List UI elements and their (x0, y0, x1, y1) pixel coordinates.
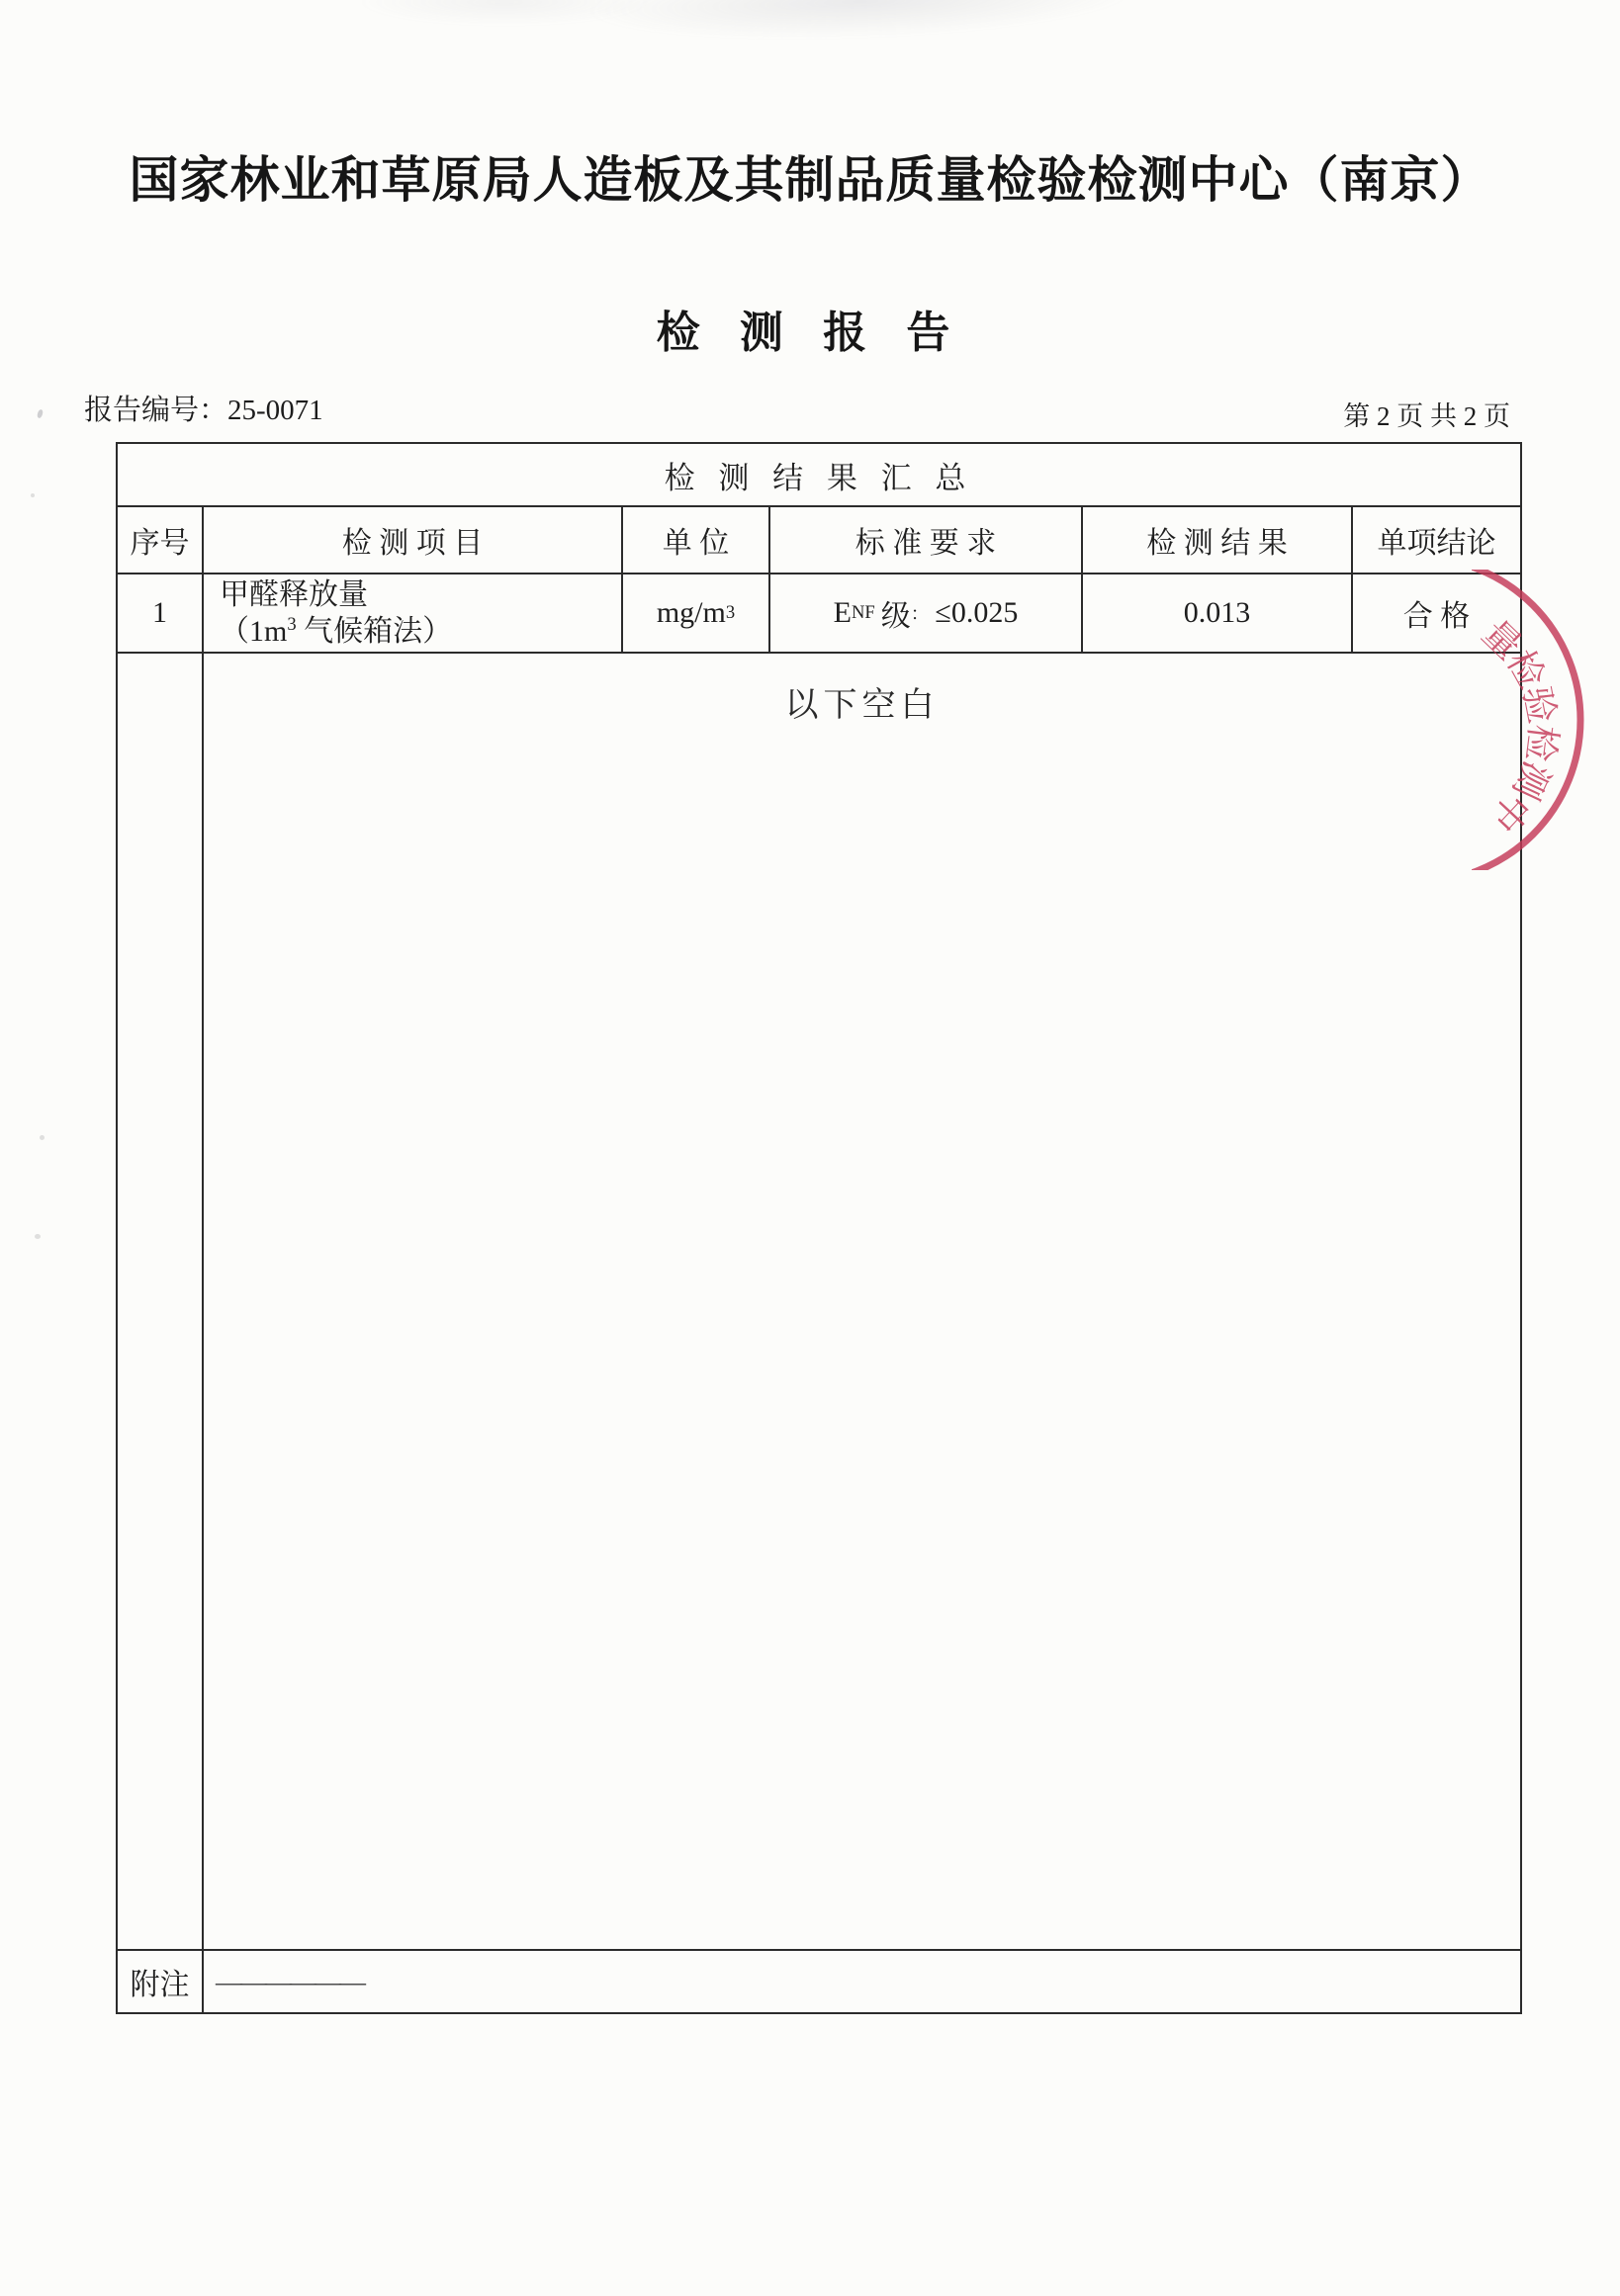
header-item: 检 测 项 目 (204, 507, 623, 573)
svg-text:验: 验 (1514, 682, 1562, 727)
report-number: 报告编号：25-0071 (84, 395, 323, 426)
blank-below-note: 以下空白 (784, 687, 940, 724)
scan-artifact (35, 1234, 41, 1239)
results-table (116, 442, 1522, 2014)
blank-no-cell (118, 654, 204, 1949)
scan-artifact (583, 0, 1137, 47)
scan-artifact (40, 1135, 45, 1140)
cell-no: 1 (118, 574, 204, 652)
cell-conclusion: 合 格 (1402, 600, 1471, 633)
header-unit: 单 位 (623, 507, 770, 573)
document-title: 检 测 报 告 (656, 309, 964, 357)
blank-section-row (118, 654, 1520, 1951)
table-title: 检 测 结 果 汇 总 (664, 460, 974, 495)
header-result: 检 测 结 果 (1083, 507, 1353, 573)
notes-value: —————— (216, 1966, 364, 1996)
notes-row (118, 1951, 1520, 2012)
table-header-row (118, 507, 1520, 574)
scan-artifact (356, 0, 653, 26)
svg-text:检: 检 (1498, 644, 1552, 696)
svg-text:测: 测 (1504, 754, 1557, 806)
item-name: 甲醛释放量 (220, 578, 368, 611)
cell-item (204, 574, 623, 652)
header-no: 序号 (118, 507, 204, 573)
page-indicator: 第 2 页 共 2 页 (1343, 401, 1510, 431)
notes-label: 附注 (118, 1951, 204, 2012)
cell-standard: E NF 级 ： ≤0.025 (770, 574, 1083, 652)
scan-artifact (37, 408, 45, 418)
header-standard: 标 准 要 求 (770, 507, 1083, 573)
table-title-row (118, 444, 1520, 507)
cell-unit: mg/m 3 (623, 574, 770, 652)
organization-title: 国家林业和草原局人造板及其制品质量检验检测中心（南京） (129, 152, 1491, 208)
item-method: （$1m^3$ 气候箱法） (220, 614, 453, 648)
svg-text:检: 检 (1517, 722, 1564, 764)
svg-text:中: 中 (1482, 784, 1538, 839)
blank-merged-cell (204, 654, 1520, 1949)
svg-text:量: 量 (1474, 613, 1529, 668)
header-conclusion: 单项结论 (1377, 527, 1496, 560)
cell-result: 0.013 (1083, 574, 1353, 652)
table-row (118, 574, 1520, 654)
scan-artifact (31, 493, 35, 497)
